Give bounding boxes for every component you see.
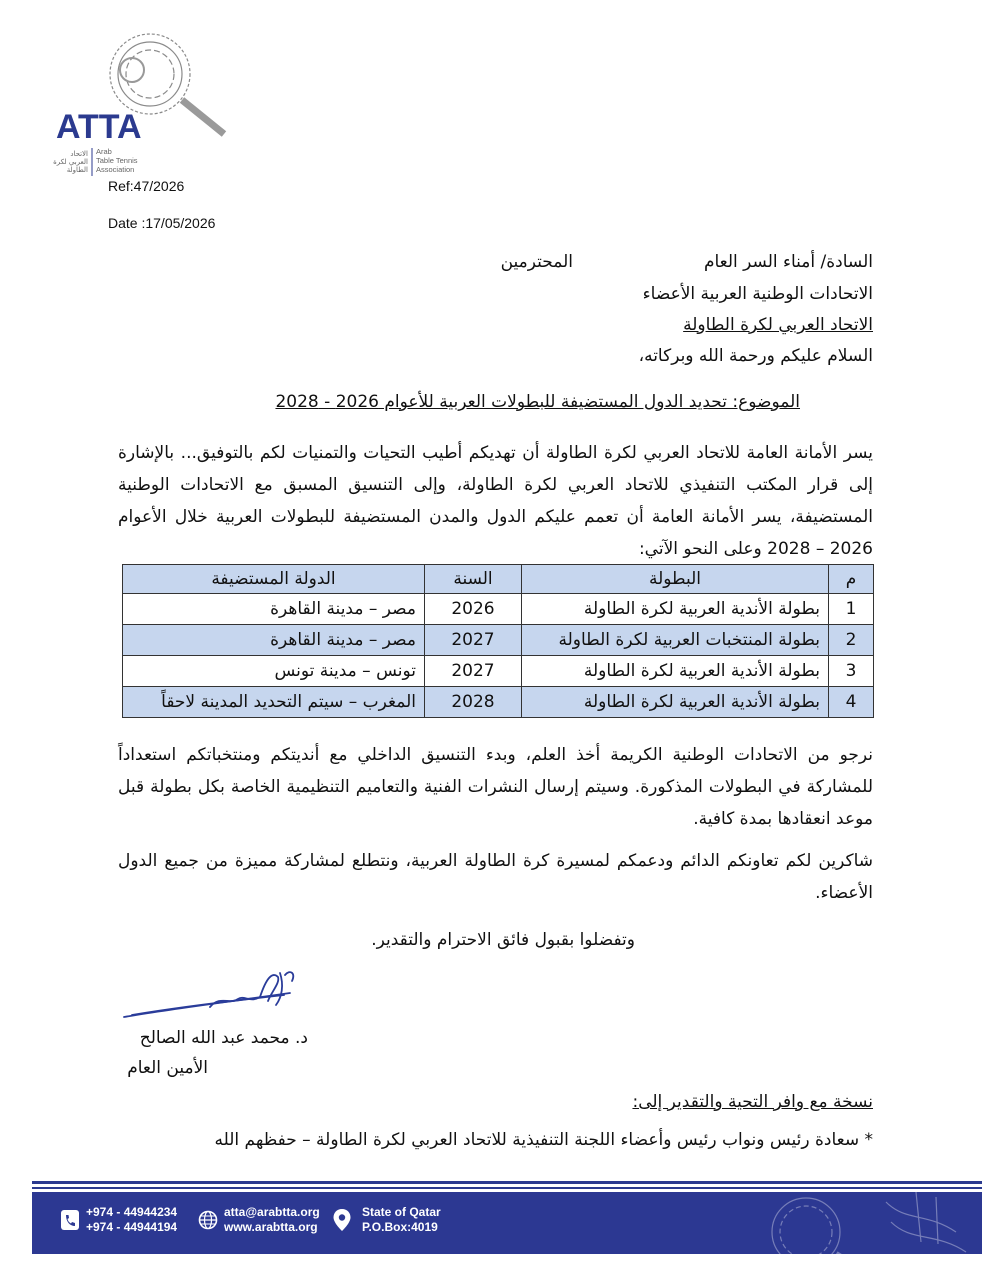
phone-number-1: +974 - 44944234 — [86, 1205, 178, 1219]
svg-text:Association: Association — [96, 165, 135, 174]
cell-year: 2027 — [425, 625, 522, 656]
cell-championship: بطولة الأندية العربية لكرة الطاولة — [522, 594, 829, 625]
cc-recipient: * سعادة رئيس ونواب رئيس وأعضاء اللجنة التنفيذية للاتحاد العربي لكرة الطاولة – حفظهم الله — [214, 1130, 873, 1150]
svg-text:الاتحاد: الاتحاد — [70, 150, 88, 158]
closing-line: وتفضلوا بقبول فائق الاحترام والتقدير. — [371, 930, 635, 950]
cell-host: تونس – مدينة تونس — [123, 656, 425, 687]
cell-no: 2 — [829, 625, 874, 656]
svg-text:Table Tennis: Table Tennis — [96, 156, 138, 165]
cell-year: 2026 — [425, 594, 522, 625]
svg-text:العربي لكرة: العربي لكرة — [53, 158, 88, 166]
cell-championship: بطولة المنتخبات العربية لكرة الطاولة — [522, 625, 829, 656]
table-row — [123, 656, 874, 687]
recipient-line — [500, 252, 873, 272]
cell-championship: بطولة الأندية العربية لكرة الطاولة — [522, 687, 829, 718]
table-row — [123, 625, 874, 656]
location-country: State of Qatar — [362, 1205, 441, 1219]
website-link[interactable]: www.arabtta.org — [224, 1220, 318, 1234]
table-header-row — [123, 565, 874, 594]
honorific: المحترمين — [500, 252, 573, 272]
cell-no: 1 — [829, 594, 874, 625]
cell-no: 3 — [829, 656, 874, 687]
svg-text:الطاولة: الطاولة — [66, 166, 88, 174]
svg-text:ATTA: ATTA — [56, 108, 142, 146]
location-pobox: P.O.Box:4019 — [362, 1220, 438, 1234]
request-paragraph: نرجو من الاتحادات الوطنية الكريمة أخذ العلم، وبدء التنسيق الداخلي مع أنديتكم ومنتخباتكم استعداداً للمشاركة في البطولات المذكورة. وسيتم إرسال النشرات الفنية والتعاميم التنظيمية الخاصة بكل بطولة قبل موعد انعقادها بمدة كافية. — [118, 745, 873, 829]
cell-no: 4 — [829, 687, 874, 718]
footer-phones — [86, 1205, 177, 1235]
email-link[interactable]: atta@arabtta.org — [224, 1205, 320, 1219]
host-countries-table — [122, 564, 874, 718]
footer-location — [362, 1205, 441, 1235]
table-row — [123, 594, 874, 625]
footer-divider — [32, 1181, 982, 1184]
cell-host: المغرب – سيتم التحديد المدينة لاحقاً — [123, 687, 425, 718]
header-championship: البطولة — [522, 565, 829, 594]
cell-host: مصر – مدينة القاهرة — [123, 594, 425, 625]
footer-web — [224, 1205, 320, 1235]
globe-icon — [198, 1208, 218, 1232]
location-pin-icon — [332, 1208, 352, 1232]
footer-divider-thin — [32, 1187, 982, 1189]
header-host: الدولة المستضيفة — [123, 565, 425, 594]
reference-number: Ref:47/2026 — [108, 178, 185, 194]
header-no: م — [829, 565, 874, 594]
thanks-paragraph: شاكرين لكم تعاونكم الدائم ودعمكم لمسيرة كرة الطاولة العربية، ونتطلع لمشاركة مميزة من جميع الدول الأعضاء. — [118, 851, 873, 903]
table-row — [123, 687, 874, 718]
cell-year: 2028 — [425, 687, 522, 718]
handwritten-signature — [120, 965, 300, 1025]
recipient-title: السادة/ أمناء السر العام — [703, 252, 873, 272]
header-year: السنة — [425, 565, 522, 594]
footer-watermark — [716, 1192, 976, 1254]
phone-number-2: +974 - 44944194 — [86, 1220, 178, 1234]
phone-icon — [60, 1208, 80, 1232]
cc-heading: نسخة مع وافر التحية والتقدير إلى: — [632, 1092, 873, 1112]
atta-logo — [52, 30, 252, 180]
signer-name: د. محمد عبد الله الصالح — [139, 1028, 308, 1048]
letter-date: Date :17/05/2026 — [108, 215, 216, 231]
recipient-union: الاتحاد العربي لكرة الطاولة — [683, 315, 873, 335]
signer-title: الأمين العام — [127, 1058, 208, 1078]
cell-year: 2027 — [425, 656, 522, 687]
intro-paragraph: يسر الأمانة العامة للاتحاد العربي لكرة الطاولة أن تهديكم أطيب التحيات والتمنيات لكم بالتوفيق... بالإشارة إلى قرار المكتب التنفيذي للاتحاد العربي لكرة الطاولة، وإلى التنسيق المسبق مع الاتحادات الوطنية المستضيفة، يسر الأمانة العامة أن تعمم عليكم الدول والمدن المستضيفة للبطولات العربية خلال الأعوام 2026 – 2028 وعلى النحو الآتي: — [118, 443, 873, 559]
subject-line: الموضوع: تحديد الدول المستضيفة للبطولات العربية للأعوام 2026 - 2028 — [275, 392, 800, 412]
recipient-federations: الاتحادات الوطنية العربية الأعضاء — [642, 284, 873, 304]
svg-text:Arab: Arab — [96, 147, 112, 156]
cell-host: مصر – مدينة القاهرة — [123, 625, 425, 656]
letter-footer — [32, 1192, 982, 1254]
greeting: السلام عليكم ورحمة الله وبركاته، — [638, 346, 873, 366]
cell-championship: بطولة الأندية العربية لكرة الطاولة — [522, 656, 829, 687]
